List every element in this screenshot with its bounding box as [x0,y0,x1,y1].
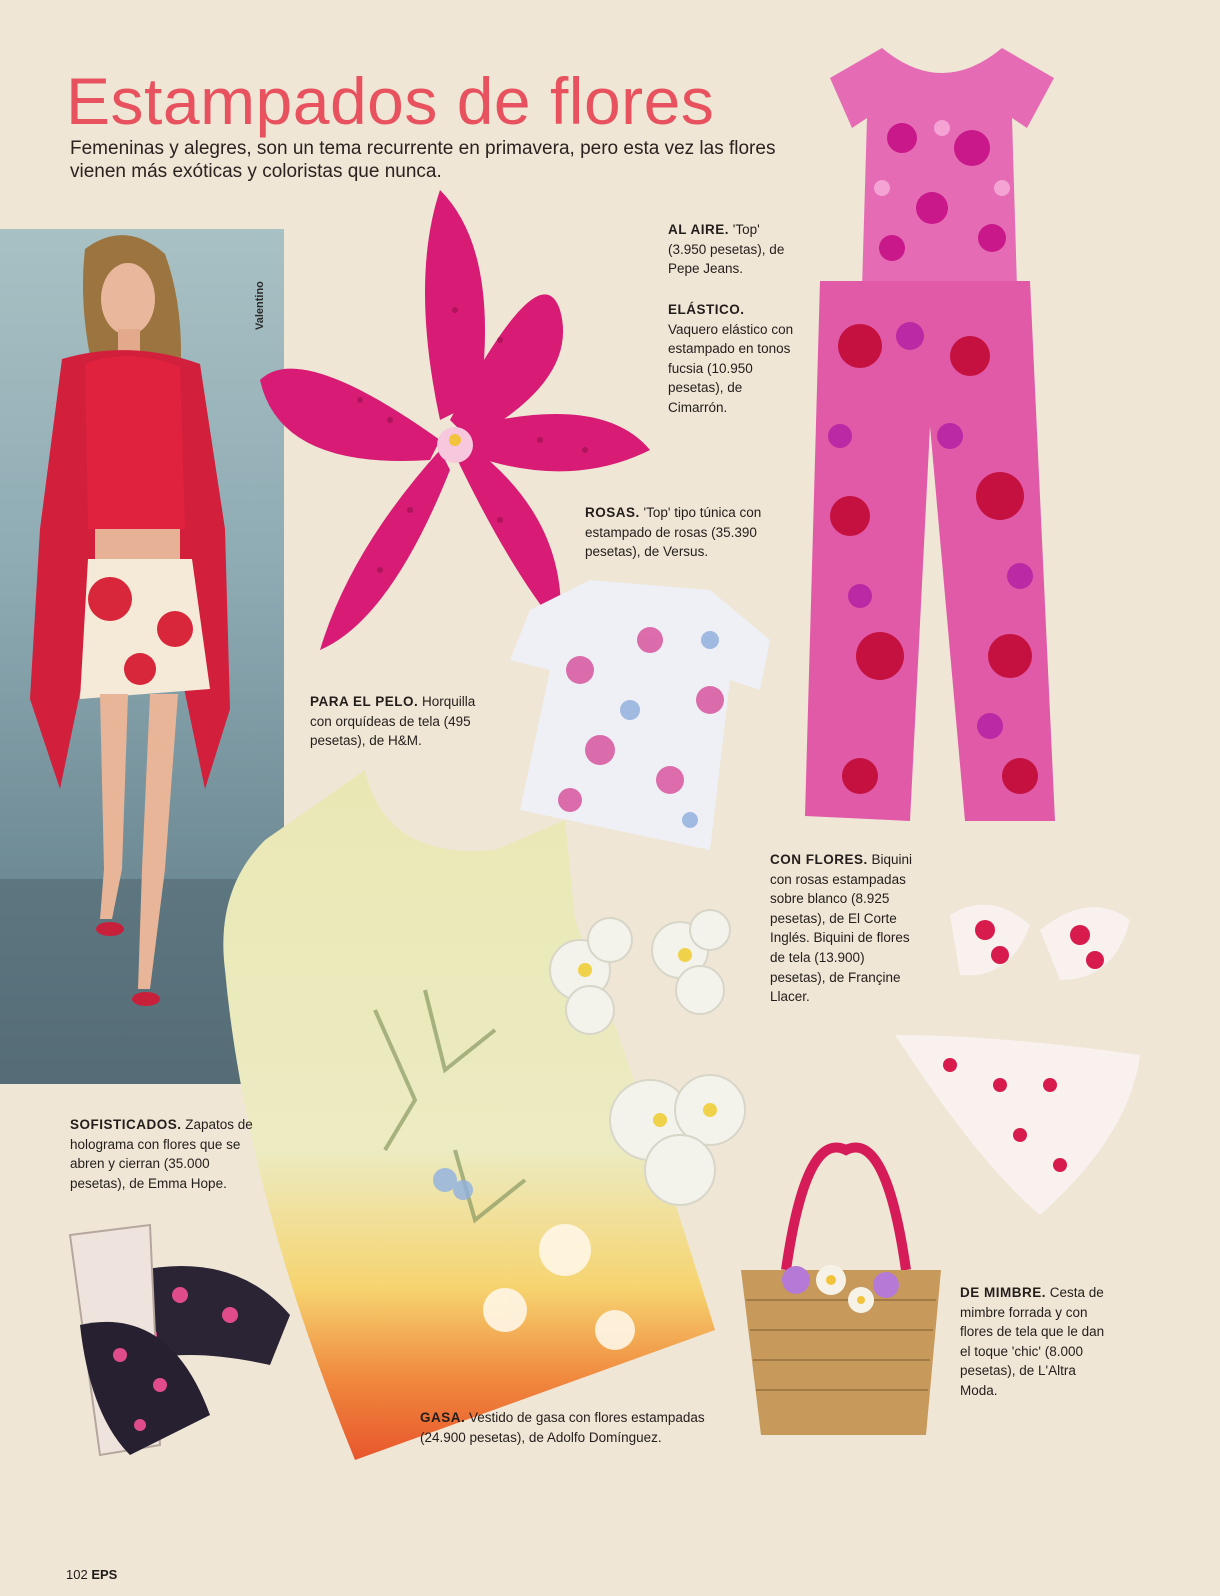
floral-top-image [822,38,1062,298]
caption-con-flores [770,850,920,1007]
caption-al-aire [668,220,798,279]
caption-gasa [420,1408,740,1447]
magazine-name: EPS [91,1567,118,1582]
caption-head: DE MIMBRE. [960,1285,1046,1300]
caption-body: 'Top' (3.950 pesetas), de Pepe Jeans. [668,222,785,277]
caption-body: Zapatos de holograma con flores que se abren y cierran (35.000 pesetas), de Emma Hope. [70,1117,253,1191]
caption-head: GASA. [420,1410,466,1425]
caption-de-mimbre [960,1283,1115,1401]
caption-body: 'Top' tipo túnica con estampado de rosas (35.390 pesetas), de Versus. [585,505,762,560]
caption-body: Horquilla con orquídeas de tela (495 pesetas), de H&M. [310,694,476,749]
wicker-basket-image [736,1140,946,1440]
photo-credit: Valentino [254,281,266,330]
lead-paragraph: Femeninas y alegres, son un tema recurrente en primavera, pero esta vez las flores vienen más exóticas y coloristas que nunca. [70,138,776,182]
caption-body: Cesta de mimbre forrada y con flores de tela que le dan el toque 'chic' (8.000 pesetas), de L'Altra Moda. [960,1285,1105,1398]
caption-para-el-pelo [310,692,500,751]
caption-elastico [668,300,798,418]
caption-head: PARA EL PELO. [310,694,419,709]
caption-body: Vaquero elástico con estampado en tonos fucsia (10.950 pesetas), de Cimarrón. [668,321,794,415]
caption-head: ELÁSTICO. [668,302,745,317]
caption-rosas [585,503,785,562]
caption-body: Biquini con rosas estampadas sobre blanco (8.925 pesetas), de El Corte Inglés. Biquini de flores de tela (13.900) pesetas), de Françine Llacer. [770,852,913,1005]
caption-body: Vestido de gasa con flores estampadas (24.900 pesetas), de Adolfo Domínguez. [420,1410,705,1445]
hologram-shoes-image [60,1215,310,1465]
caption-head: CON FLORES. [770,852,868,867]
caption-sofisticados [70,1115,260,1193]
caption-head: AL AIRE. [668,222,730,237]
caption-head: SOFISTICADOS. [70,1117,182,1132]
caption-head: ROSAS. [585,505,640,520]
page-number: 102 [66,1567,88,1582]
rose-bikini-image [940,885,1140,1235]
floral-trousers-image [800,276,1060,826]
page-title: Estampados de flores [66,64,715,138]
page-folio [66,1567,117,1582]
